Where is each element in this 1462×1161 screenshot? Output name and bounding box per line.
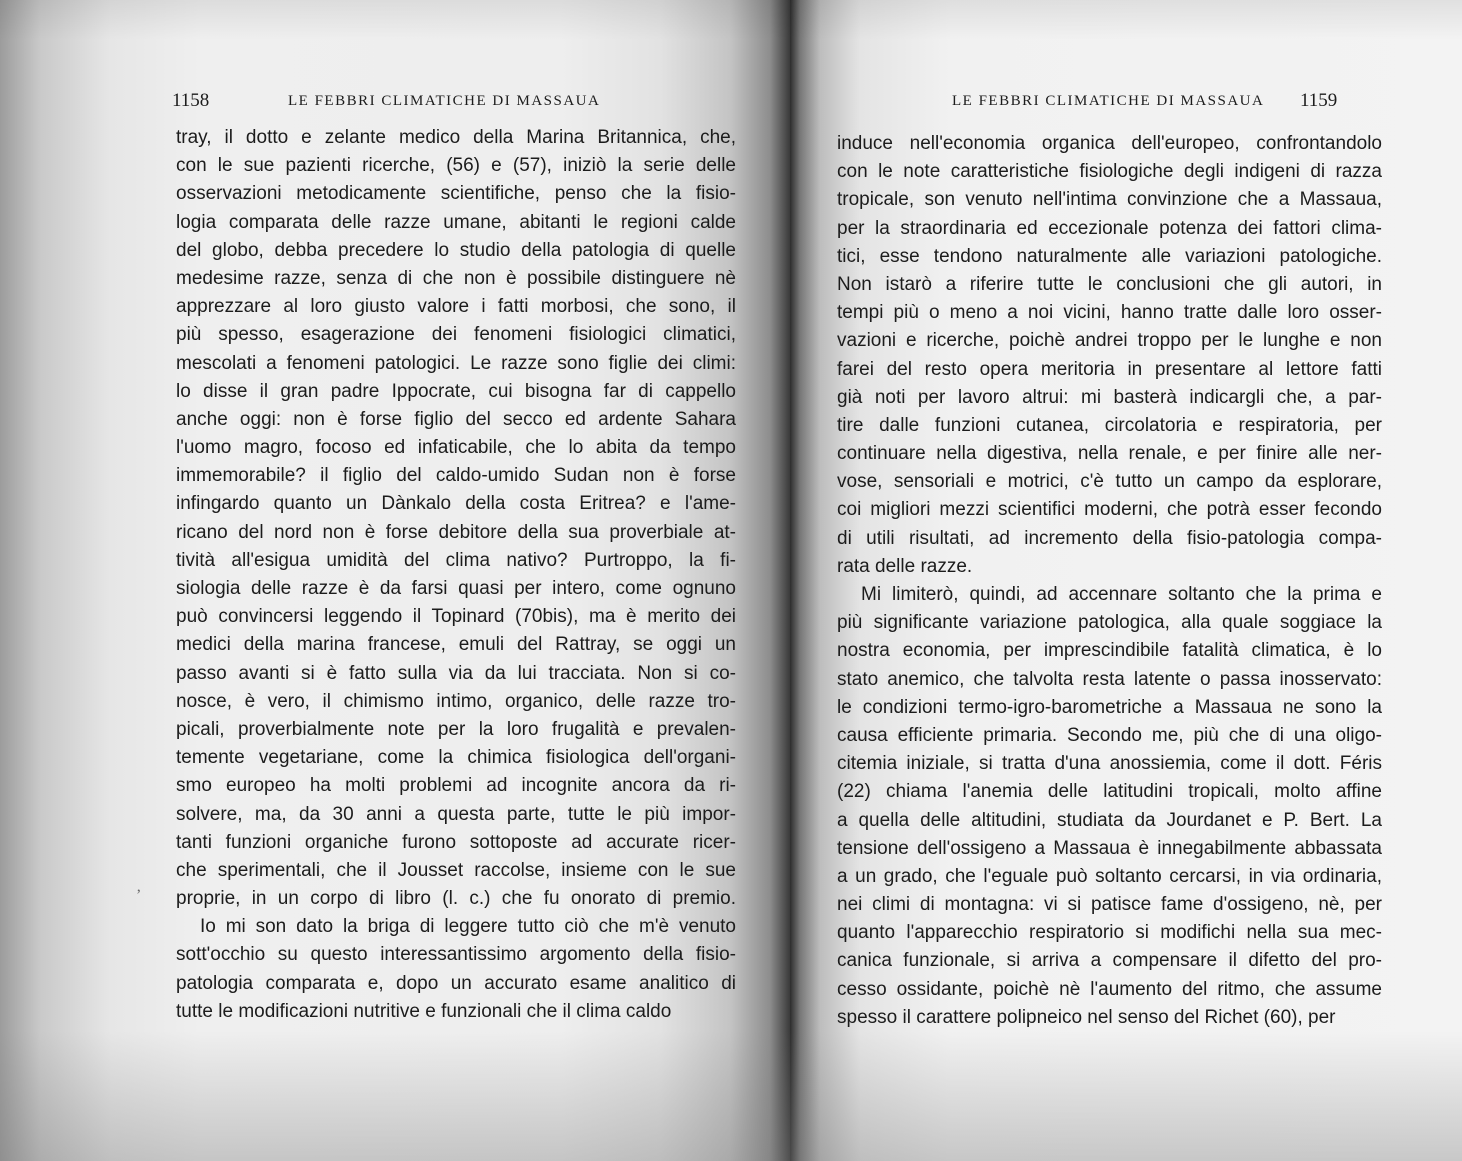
text-line: cesso ossidante, poichè nè l'aumento del ritmo, che assume: [837, 978, 1382, 1000]
text-line: le condizioni termo-igro-barometriche a Massaua ne sono la: [837, 696, 1382, 718]
text-line: anche oggi: non è forse figlio del secco ed ardente Sahara: [176, 408, 736, 430]
text-line: infingardo quanto un Dànkalo della costa Eritrea? e l'ame-: [176, 493, 736, 515]
text-line: tanti funzioni organiche furono sottoposte ad accurate ricer-: [176, 831, 736, 853]
page-shadow-top: [790, 0, 1462, 40]
text-line: ricano del nord non è forse debitore della sua proverbiale at-: [176, 521, 736, 543]
page-shadow-bottom: [790, 1031, 1462, 1161]
page-body-text: [837, 130, 1382, 1032]
text-line: picali, proverbialmente note per la loro frugalità e prevalen-: [176, 718, 736, 740]
text-line: proprie, in un corpo di libro (l. c.) che fu onorato di premio.: [176, 888, 736, 910]
text-line: patologia comparata e, dopo un accurato esame analitico di: [176, 972, 736, 994]
text-line: citemia iniziale, si tratta d'una anossiemia, come il dott. Féris: [837, 753, 1382, 775]
text-line: tropicale, son venuto nell'intima convinzione che a Massaua,: [837, 189, 1382, 211]
text-line: nosce, è vero, il chimismo intimo, organico, delle razze tro-: [176, 690, 736, 712]
text-line: spesso il carattere polipneico nel senso del Richet (60), per: [837, 1006, 1336, 1028]
text-line: induce nell'economia organica dell'europeo, confrontandolo: [837, 133, 1382, 154]
text-line: tutte le modificazioni nutritive e funzionali che il clima caldo: [176, 1000, 672, 1022]
text-line: solvere, ma, da 30 anni a questa parte, tutte le più impor-: [176, 803, 736, 825]
text-line: coi migliori mezzi scientifici moderni, che potrà esser fecondo: [837, 499, 1382, 521]
page-body-text: [176, 124, 736, 1026]
text-line: tività all'esigua umidità del clima nativo? Purtroppo, la fi-: [176, 549, 736, 571]
text-line: smo europeo ha molti problemi ad incognite ancora da ri-: [176, 775, 736, 797]
text-line: a quella delle altitudini, studiata da Jourdanet e P. Bert. La: [837, 809, 1382, 831]
page-number: 1159: [1300, 90, 1338, 111]
text-line: a un grado, che l'eguale può soltanto cercarsi, in via ordinaria,: [837, 865, 1382, 887]
margin-mark: ’: [136, 887, 142, 904]
text-line: mescolati a fenomeni patologici. Le razze sono figlie dei climi:: [176, 352, 736, 374]
text-line: più significante variazione patologica, alla quale soggiace la: [837, 612, 1382, 634]
right-page: [790, 0, 1462, 1161]
text-line: Non istarò a riferire tutte le conclusioni che gli autori, in: [837, 273, 1382, 295]
running-head: LE FEBBRI CLIMATICHE DI MASSAUA: [952, 93, 1265, 109]
text-line: vazioni e ricerche, poichè andrei troppo per le lunghe e non: [837, 330, 1382, 352]
text-line: causa efficiente primaria. Secondo me, più che di una oligo-: [837, 724, 1382, 746]
text-line: di utili risultati, ad incremento della fisio-patologia compa-: [837, 527, 1382, 549]
text-line: farei del resto opera meritoria in presentare al lettore fatti: [837, 358, 1382, 380]
text-line: Io mi son dato la briga di leggere tutto ciò che m'è venuto: [200, 916, 736, 938]
text-line: per la straordinaria ed eccezionale potenza dei fattori clima-: [837, 217, 1382, 239]
text-line: rata delle razze.: [837, 555, 973, 577]
text-line: quanto l'apparecchio respiratorio si modifichi nella sua mec-: [837, 922, 1382, 944]
text-line: l'uomo magro, focoso ed infaticabile, che lo abita da tempo: [176, 437, 736, 459]
text-line: continuare nella digestiva, nella renale, e per finire alle ner-: [837, 443, 1382, 465]
running-head: LE FEBBRI CLIMATICHE DI MASSAUA: [288, 93, 601, 109]
text-line: medici della marina francese, emuli del Rattray, se oggi un: [176, 634, 736, 656]
text-line: apprezzare al loro giusto valore i fatti morbosi, che sono, il: [176, 296, 736, 318]
text-line: stato anemico, che talvolta resta latente o passa inosservato:: [837, 668, 1382, 690]
text-line: che sperimentali, che il Jousset raccolse, insieme con le sue: [176, 859, 736, 881]
text-line: Mi limiterò, quindi, ad accennare soltanto che la prima e: [861, 584, 1382, 605]
text-line: logia comparata delle razze umane, abitanti le regioni calde: [176, 211, 736, 233]
text-line: canica funzionale, si arriva a compensare il difetto del pro-: [837, 950, 1382, 972]
text-line: tici, esse tendono naturalmente alle variazioni patologiche.: [837, 245, 1382, 267]
text-line: con le sue pazienti ricerche, (56) e (57), iniziò la serie delle: [176, 155, 736, 177]
text-line: più spesso, esagerazione dei fenomeni fisiologici climatici,: [176, 324, 736, 346]
text-line: nostra economia, per imprescindibile fatalità climatica, è lo: [837, 640, 1382, 662]
text-line: passo avanti si è fatto sulla via da lui tracciata. Non si co-: [176, 662, 736, 684]
text-line: (22) chiama l'anemia delle latitudini tropicali, molto affine: [837, 781, 1382, 803]
text-line: siologia delle razze è da farsi quasi per intero, come ognuno: [176, 578, 736, 599]
text-line: vose, sensoriali e motrici, c'è tutto un campo da esplorare,: [837, 471, 1382, 493]
text-line: con le note caratteristiche fisiologiche degli indigeni di razza: [837, 161, 1382, 183]
page-shadow-top: [0, 0, 790, 40]
text-line: tempi più o meno a noi vicini, hanno tratte dalle loro osser-: [837, 302, 1382, 324]
text-line: medesime razze, senza di che non è possibile distinguere nè: [176, 267, 736, 289]
text-line: tray, il dotto e zelante medico della Marina Britannica, che,: [176, 127, 736, 148]
page-number: 1158: [172, 90, 210, 111]
text-line: osservazioni metodicamente scientifiche, penso che la fisio-: [176, 183, 736, 205]
text-line: già noti per lavoro altrui: mi basterà indicargli che, a par-: [837, 386, 1382, 408]
text-line: lo disse il gran padre Ippocrate, cui bisogna far di cappello: [176, 380, 736, 402]
text-line: nei climi di montagna: vi si patisce fame d'ossigeno, nè, per: [837, 894, 1382, 916]
page-shadow-bottom: [0, 1031, 790, 1161]
text-line: temente vegetariane, come la chimica fisiologica dell'organi-: [176, 747, 736, 769]
text-line: tensione dell'ossigeno a Massaua è innegabilmente abbassata: [837, 837, 1382, 859]
text-line: immemorabile? il figlio del caldo-umido Sudan non è forse: [176, 465, 736, 487]
text-line: tire dalle funzioni cutanea, circolatoria e respiratoria, per: [837, 414, 1382, 436]
text-line: del globo, debba precedere lo studio della patologia di quelle: [176, 239, 736, 261]
text-line: sott'occhio su questo interessantissimo argomento della fisio-: [176, 944, 736, 966]
text-line: può convincersi leggendo il Topinard (70bis), ma è merito dei: [176, 606, 736, 628]
